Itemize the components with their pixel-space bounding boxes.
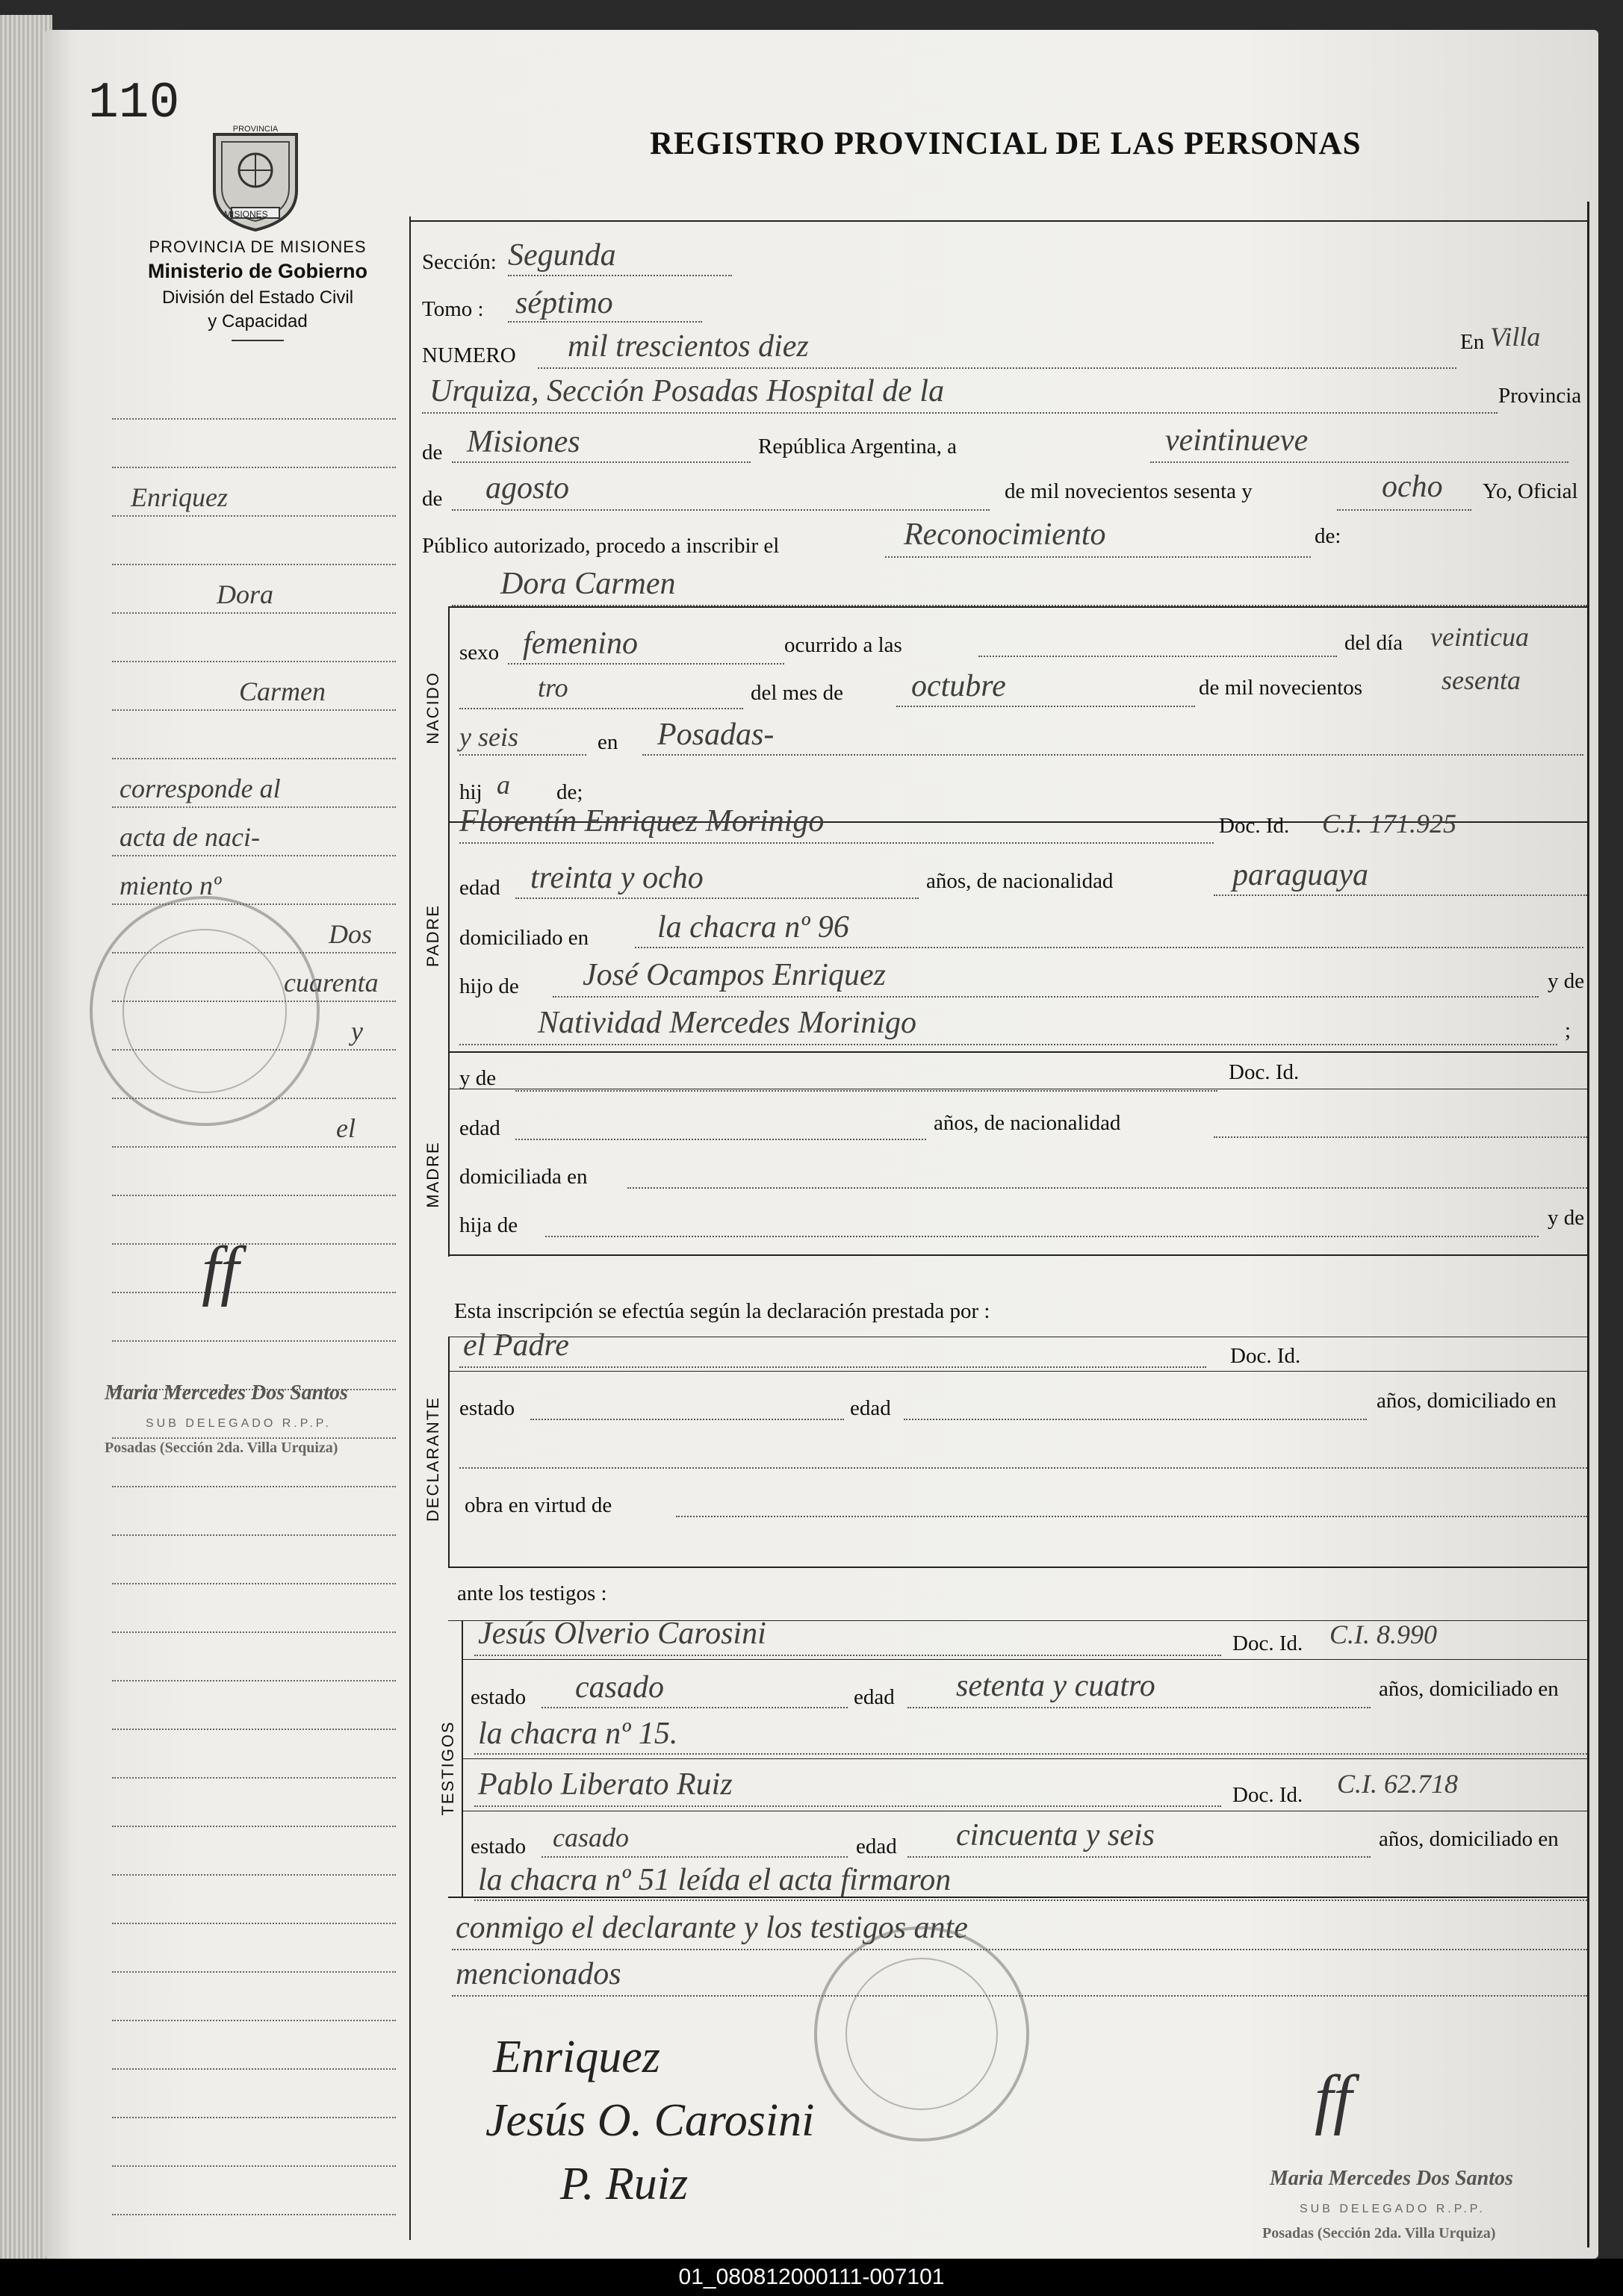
tomo-value: séptimo: [515, 286, 613, 320]
en-label: En: [1460, 330, 1485, 354]
madre-dom-label: domiciliada en: [459, 1165, 588, 1189]
mes-label: del mes de: [751, 681, 844, 705]
bottom-officer-signature-icon: ff: [1315, 2062, 1353, 2136]
sexo-value: femenino: [523, 626, 638, 661]
year-value: ocho: [1382, 470, 1443, 504]
signature-enriquez: Enriquez: [493, 2032, 660, 2082]
name-value: Dora Carmen: [500, 567, 676, 601]
ocurrido-label: ocurrido a las: [784, 633, 902, 657]
novecientos-label: de mil novecientos: [1199, 676, 1363, 700]
de-value: Misiones: [467, 425, 580, 459]
padre-nac-label: años, de nacionalidad: [926, 869, 1114, 893]
hij-label: hij: [459, 780, 482, 804]
tomo-label: Tomo :: [422, 297, 484, 321]
testigos-intro: ante los testigos :: [457, 1581, 607, 1605]
padre-hijo-label: hijo de: [459, 974, 519, 998]
margin-note-line: Enriquez: [131, 482, 228, 512]
closing-note-2: mencionados: [456, 1957, 621, 1991]
declarante-name-value: el Padre: [463, 1328, 569, 1363]
officer-stamp-title: SUB DELEGADO R.P.P.: [146, 1417, 332, 1430]
testigo-2-doc-label: Doc. Id.: [1232, 1783, 1303, 1807]
testigo-1-doc-label: Doc. Id.: [1232, 1631, 1303, 1655]
declarante-edad-label: edad: [850, 1396, 891, 1420]
declarante-doc-label: Doc. Id.: [1230, 1344, 1301, 1368]
margin-note-line: corresponde al: [120, 774, 281, 803]
testigo-1-estado-label: estado: [471, 1685, 527, 1709]
bottom-officer-stamp-name: Maria Mercedes Dos Santos: [1270, 2167, 1513, 2190]
margin-note-line: Dora: [217, 579, 274, 609]
testigo-1-edad: setenta y cuatro: [956, 1669, 1155, 1703]
dia-value: veinticua: [1430, 622, 1529, 652]
margin-note-line: Carmen: [239, 676, 326, 706]
testigo-1-estado: casado: [575, 1670, 664, 1705]
padre-doc-label: Doc. Id.: [1219, 814, 1290, 838]
del-dia-label: del día: [1344, 631, 1403, 655]
footer-id: 01_080812000111-007101: [678, 2265, 945, 2289]
testigo-2-estado: casado: [553, 1823, 629, 1852]
seccion-value: Segunda: [508, 238, 616, 273]
madre-doc-label: Doc. Id.: [1229, 1060, 1300, 1084]
testigos-section-label: TESTIGOS: [438, 1720, 457, 1816]
testigo-1-dom: la chacra nº 15.: [478, 1717, 678, 1751]
madre-section-label: MADRE: [423, 1141, 442, 1208]
officer-stamp-name: Maria Mercedes Dos Santos: [105, 1381, 348, 1404]
issuer-division: División del Estado Civil: [161, 287, 354, 308]
de-label: de: [422, 441, 443, 464]
numero-label: NUMERO: [422, 343, 516, 367]
left-frame-line: [409, 217, 411, 2240]
padre-edad-label: edad: [459, 876, 500, 900]
document-title: REGISTRO PROVINCIAL DE LAS PERSONAS: [650, 126, 1362, 161]
declarante-dom-label: años, domiciliado en: [1377, 1389, 1557, 1413]
officer-stamp-office: Posadas (Sección 2da. Villa Urquiza): [105, 1440, 338, 1456]
hij-value: a: [497, 770, 510, 800]
madre-nac-label: años, de nacionalidad: [934, 1111, 1121, 1135]
padre-edad-value: treinta y ocho: [530, 861, 704, 895]
testigo-2-edad: cincuenta y seis: [956, 1818, 1155, 1852]
testigo-2-dom-label: años, domiciliado en: [1379, 1827, 1559, 1851]
registry-stamp-icon: [90, 896, 320, 1126]
en-label: en: [598, 730, 618, 754]
month-value: agosto: [485, 471, 570, 505]
anio-value-cont: y seis: [459, 722, 518, 752]
anio-value: sesenta: [1442, 665, 1521, 695]
margin-note-line: el: [336, 1113, 356, 1143]
dia-value-cont: tro: [538, 673, 568, 703]
madre-edad-label: edad: [459, 1116, 500, 1140]
margin-note-line: acta de naci-: [120, 822, 260, 852]
mes-value: octubre: [911, 669, 1006, 703]
officer-signature-icon: ff: [202, 1233, 240, 1307]
issuer-province: PROVINCIA DE MISIONES: [149, 237, 367, 256]
issuer-division-2: y Capacidad: [208, 311, 308, 332]
right-frame-line: [1587, 202, 1589, 2247]
margin-note-line: cuarenta: [284, 968, 379, 998]
year-label: de mil novecientos sesenta y: [1005, 479, 1253, 503]
bottom-officer-stamp-office: Posadas (Sección 2da. Villa Urquiza): [1262, 2225, 1496, 2241]
publico-label: Público autorizado, procedo a inscribir el: [422, 534, 780, 558]
declarante-estado-label: estado: [459, 1396, 515, 1420]
testigo-2-doc: C.I. 62.718: [1337, 1769, 1458, 1799]
padre-madre-value: Natividad Mercedes Morinigo: [538, 1006, 917, 1040]
padre-hijo-value: José Ocampos Enriquez: [583, 958, 886, 992]
en-value: Posadas-: [657, 718, 775, 752]
testigo-2-edad-label: edad: [856, 1835, 897, 1858]
oficial-label: Yo, Oficial: [1483, 479, 1578, 503]
padre-name-value: Florentín Enriquez Morinigo: [459, 804, 825, 839]
issuer-block: [112, 237, 403, 341]
padre-section-label: PADRE: [423, 903, 442, 968]
republica-label: República Argentina, a: [758, 435, 958, 458]
de2-label: de: [422, 487, 443, 511]
seal-label: MISIONES: [224, 209, 268, 220]
numero-value: mil trescientos diez: [568, 329, 809, 364]
nacido-section-label: NACIDO: [423, 671, 442, 744]
margin-note-line: miento nº: [120, 871, 222, 900]
hij-de-label: de;: [556, 780, 583, 804]
madre-yde-label: y de: [459, 1066, 497, 1090]
declarante-intro: Esta inscripción se efectúa según la declaración prestada por :: [454, 1299, 990, 1323]
margin-note-line: Dos: [329, 919, 373, 949]
svg-text:PROVINCIA: PROVINCIA: [232, 125, 279, 134]
testigo-1-name: Jesús Olverio Carosini: [478, 1617, 766, 1651]
issuer-ministry: Ministerio de Gobierno: [147, 260, 368, 282]
issuer-divider: [232, 340, 284, 341]
testigo-2-estado-label: estado: [471, 1835, 527, 1858]
place-value: Urquiza, Sección Posadas Hospital de la: [429, 374, 945, 408]
declarante-obra-label: obra en virtud de: [465, 1493, 612, 1517]
day-value: veintinueve: [1165, 423, 1309, 458]
margin-note-line: y: [351, 1016, 363, 1046]
madre-yde2-label: y de: [1548, 1206, 1585, 1230]
closing-note-1: conmigo el declarante y los testigos ante: [456, 1911, 968, 1945]
testigo-1-edad-label: edad: [854, 1685, 895, 1709]
de3-label: de:: [1315, 524, 1341, 548]
madre-hija-label: hija de: [459, 1213, 518, 1237]
act-value: Reconocimiento: [904, 517, 1106, 552]
bottom-registry-stamp-icon: [814, 1926, 1029, 2141]
testigo-2-dom: la chacra nº 51 leída el acta firmaron: [478, 1863, 952, 1897]
signature-carosini: Jesús O. Carosini: [485, 2095, 815, 2146]
padre-dom-value: la chacra nº 96: [657, 910, 849, 945]
top-frame-line: [409, 220, 1589, 222]
padre-yde-label: y de: [1548, 969, 1585, 993]
testigo-1-dom-label: años, domiciliado en: [1379, 1677, 1559, 1701]
signature-ruiz: P. Ruiz: [560, 2159, 689, 2209]
bottom-officer-stamp-title: SUB DELEGADO R.P.P.: [1300, 2203, 1486, 2215]
padre-semicolon: ;: [1565, 1018, 1571, 1042]
provincia-label: Provincia: [1498, 384, 1582, 408]
testigo-1-doc: C.I. 8.990: [1329, 1620, 1437, 1649]
en-value: Villa: [1490, 322, 1541, 352]
padre-doc-value: C.I. 171.925: [1322, 809, 1456, 839]
page-number: 110: [88, 75, 180, 132]
declarante-section-label: DECLARANTE: [423, 1396, 442, 1522]
sexo-label: sexo: [459, 641, 500, 665]
testigo-2-name: Pablo Liberato Ruiz: [478, 1767, 733, 1802]
padre-dom-label: domiciliado en: [459, 926, 589, 950]
padre-nac-value: paraguaya: [1232, 858, 1368, 892]
seccion-label: Sección:: [422, 250, 497, 274]
